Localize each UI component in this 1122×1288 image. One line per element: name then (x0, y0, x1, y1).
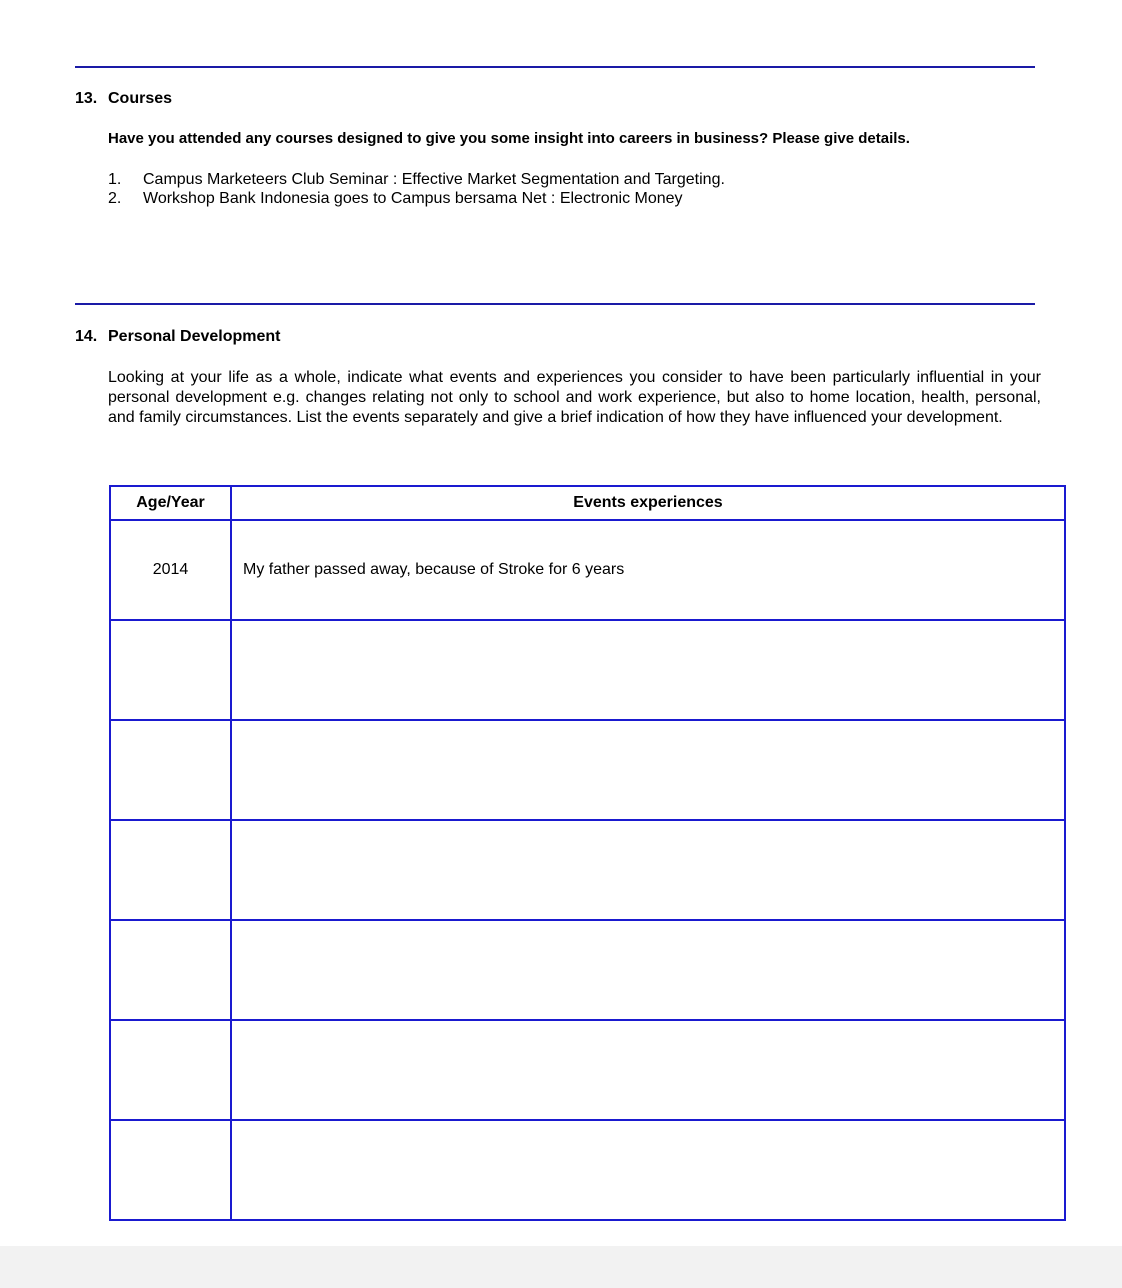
age-year-cell[interactable] (110, 920, 231, 1020)
course-list (108, 170, 725, 208)
age-year-cell[interactable] (110, 720, 231, 820)
event-cell[interactable] (231, 620, 1065, 720)
event-cell[interactable] (231, 820, 1065, 920)
event-cell[interactable] (231, 1120, 1065, 1220)
events-table (109, 485, 1066, 1221)
age-year-cell[interactable] (110, 1120, 231, 1220)
courses-question: Have you attended any courses designed to give you some insight into careers in business? Please give details. (108, 130, 910, 147)
section-14-title: Personal Development (108, 328, 281, 345)
event-cell[interactable] (231, 1020, 1065, 1120)
table-row (110, 620, 1065, 720)
course-item-number: 1. (108, 171, 122, 188)
table-row (110, 820, 1065, 920)
personal-development-instructions: Looking at your life as a whole, indicate what events and experiences you consider to have been particularly influential in your personal development e.g. changes relating not only to school and work experience, but also to home location, health, personal, and family circumstances. List the events separately and give a brief indication of how they have influenced your development. (108, 369, 1041, 426)
section-13-title: Courses (108, 90, 173, 107)
age-year-cell[interactable]: 2014 (110, 520, 231, 620)
section-divider-middle (75, 303, 1035, 305)
age-year-column-header: Age/Year (110, 486, 231, 520)
event-cell[interactable]: My father passed away, because of Stroke for 6 years (231, 520, 1065, 620)
course-item (108, 170, 725, 189)
event-cell[interactable] (231, 920, 1065, 1020)
age-year-cell[interactable] (110, 620, 231, 720)
table-row (110, 920, 1065, 1020)
course-item-text: Workshop Bank Indonesia goes to Campus bersama Net : Electronic Money (143, 190, 683, 207)
section-13-number: 13. (75, 90, 98, 107)
section-14-heading (75, 328, 281, 346)
course-item (108, 189, 725, 208)
section-14-number: 14. (75, 328, 98, 345)
events-table-header-row (110, 486, 1065, 520)
event-cell[interactable] (231, 720, 1065, 820)
age-year-cell[interactable] (110, 1020, 231, 1120)
table-row (110, 1020, 1065, 1120)
section-divider-top (75, 66, 1035, 68)
events-column-header: Events experiences (231, 486, 1065, 520)
course-item-text: Campus Marketeers Club Seminar : Effective Market Segmentation and Targeting. (143, 171, 725, 188)
age-year-cell[interactable] (110, 820, 231, 920)
table-row (110, 1120, 1065, 1220)
table-row (110, 520, 1065, 620)
table-row (110, 720, 1065, 820)
section-13-heading (75, 90, 172, 108)
course-item-number: 2. (108, 190, 122, 207)
